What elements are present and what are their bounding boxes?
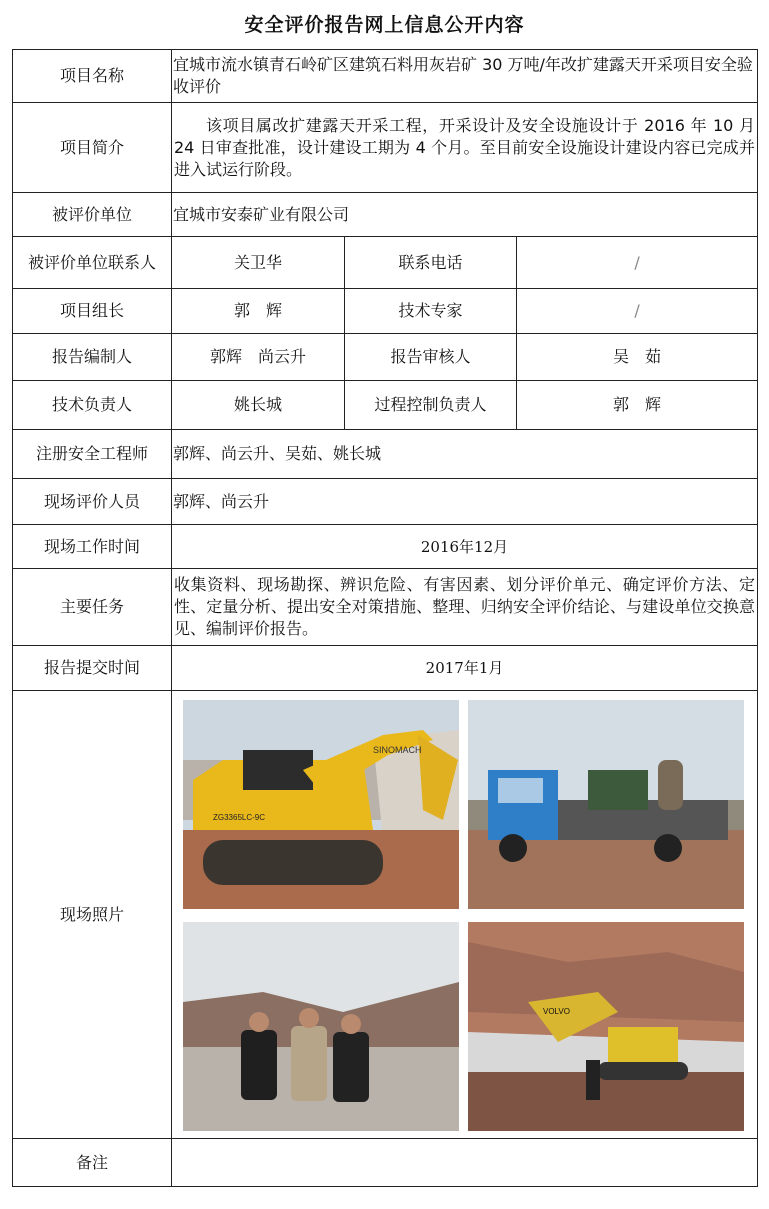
row-submit-time <box>13 646 758 691</box>
value-tech-lead: 姚长城 <box>172 381 345 430</box>
row-engineers <box>13 430 758 479</box>
label-work-time: 现场工作时间 <box>13 525 172 569</box>
label-phone: 联系电话 <box>345 237 517 289</box>
label-project-intro: 项目简介 <box>13 103 172 193</box>
row-project-intro <box>13 103 758 193</box>
label-leader: 项目组长 <box>13 289 172 334</box>
label-author: 报告编制人 <box>13 334 172 381</box>
page-title: 安全评价报告网上信息公开内容 <box>244 14 525 36</box>
label-submit-time: 报告提交时间 <box>13 646 172 691</box>
row-contact <box>13 237 758 289</box>
photo-quarry <box>468 922 744 1131</box>
label-tasks: 主要任务 <box>13 569 172 646</box>
value-submit-time: 2017年1月 <box>172 646 758 691</box>
value-engineers: 郭辉、尚云升、吴茹、姚长城 <box>172 430 758 479</box>
value-expert: / <box>517 289 758 334</box>
excavator-brand: SINOMACH <box>373 745 422 755</box>
label-evaluators: 现场评价人员 <box>13 479 172 525</box>
value-author: 郭辉 尚云升 <box>172 334 345 381</box>
label-contact: 被评价单位联系人 <box>13 237 172 289</box>
value-leader: 郭 辉 <box>172 289 345 334</box>
volvo-brand: VOLVO <box>543 1007 570 1016</box>
value-process: 郭 辉 <box>517 381 758 430</box>
photo-truck <box>468 700 744 909</box>
photo-excavator <box>183 700 459 909</box>
row-evaluated-unit <box>13 193 758 237</box>
label-photos: 现场照片 <box>13 691 172 1139</box>
label-reviewer: 报告审核人 <box>345 334 517 381</box>
photo-people <box>183 922 459 1131</box>
value-remarks <box>172 1139 758 1187</box>
value-project-intro: 该项目属改扩建露天开采工程，开采设计及安全设施设计于 2016 年 10 月 24 日审查批准，设计建设工期为 4 个月。至目前安全设施设计建设内容已完成并进入试运行阶段。 <box>172 103 758 193</box>
value-contact: 关卫华 <box>172 237 345 289</box>
label-project-name: 项目名称 <box>13 50 172 103</box>
label-tech-lead: 技术负责人 <box>13 381 172 430</box>
info-table <box>12 49 758 1187</box>
row-remarks <box>13 1139 758 1187</box>
row-tasks <box>13 569 758 646</box>
row-evaluators <box>13 479 758 525</box>
value-tasks: 收集资料、现场勘探、辨识危险、有害因素、划分评价单元、确定评价方法、定性、定量分析、提出安全对策措施、整理、归纳安全评价结论、与建设单位交换意见、编制评价报告。 <box>172 569 758 646</box>
value-reviewer: 吴 茹 <box>517 334 758 381</box>
value-project-name: 宜城市流水镇青石岭矿区建筑石料用灰岩矿 30 万吨/年改扩建露天开采项目安全验收评价 <box>172 50 758 103</box>
row-project-name <box>13 50 758 103</box>
value-evaluators: 郭辉、尚云升 <box>172 479 758 525</box>
value-work-time: 2016年12月 <box>172 525 758 569</box>
row-photos <box>13 691 758 1139</box>
label-evaluated-unit: 被评价单位 <box>13 193 172 237</box>
row-work-time <box>13 525 758 569</box>
photos-cell <box>172 691 758 1139</box>
row-author <box>13 334 758 381</box>
label-remarks: 备注 <box>13 1139 172 1187</box>
row-leader <box>13 289 758 334</box>
label-engineers: 注册安全工程师 <box>13 430 172 479</box>
row-tech-lead <box>13 381 758 430</box>
value-phone: / <box>517 237 758 289</box>
label-process: 过程控制负责人 <box>345 381 517 430</box>
label-expert: 技术专家 <box>345 289 517 334</box>
excavator-model: ZG3365LC-9C <box>213 813 266 822</box>
value-evaluated-unit: 宜城市安泰矿业有限公司 <box>172 193 758 237</box>
